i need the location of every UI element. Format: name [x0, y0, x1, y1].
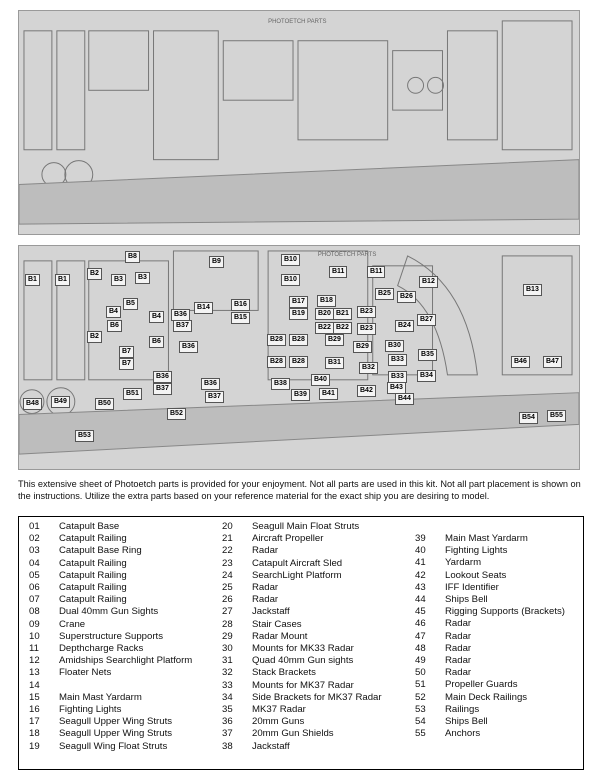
- legend-part-number: 31: [222, 655, 233, 667]
- part-label: B35: [418, 349, 437, 361]
- legend-part-description: Catapult Aircraft Sled: [252, 557, 343, 569]
- legend-part-description: Catapult Railing: [59, 582, 127, 593]
- part-label: B2: [87, 268, 102, 280]
- part-label: B43: [387, 382, 406, 394]
- legend-part-description: Rigging Supports (Brackets): [445, 606, 565, 618]
- part-label: B22: [315, 322, 334, 334]
- legend-part-description: Ships Bell: [445, 594, 488, 605]
- part-label: B2: [87, 331, 102, 343]
- legend-part-number: 37: [222, 728, 233, 740]
- legend-part-number: 16: [29, 704, 40, 715]
- legend-part-number: 42: [415, 569, 426, 581]
- legend-part-description: Side Brackets for MK37 Radar: [252, 691, 382, 703]
- legend-part-number: 08: [29, 606, 40, 618]
- legend-part-description: Superstructure Supports: [59, 630, 163, 642]
- legend-part-number: 30: [222, 643, 233, 654]
- part-label: B6: [107, 320, 122, 332]
- legend-part-number: 32: [222, 667, 233, 679]
- legend-part-number: 21: [222, 533, 233, 545]
- legend-part-description: IFF Identifier: [445, 581, 499, 593]
- legend-part-number: 14: [29, 679, 40, 691]
- legend-part-number: 01: [29, 521, 40, 532]
- legend-part-number: 11: [29, 643, 39, 654]
- legend-part-description: Radar: [445, 630, 472, 642]
- part-label: B32: [359, 362, 378, 374]
- part-label: B44: [395, 393, 414, 405]
- part-label: B37: [173, 320, 192, 332]
- legend-part-number: 34: [222, 691, 233, 703]
- legend-part-description: Stack Brackets: [252, 667, 316, 679]
- part-label: B28: [289, 334, 308, 346]
- part-label: B26: [397, 291, 416, 303]
- legend-part-description: 20mm Gun Shields: [252, 728, 334, 740]
- part-label: B20: [315, 308, 334, 320]
- part-label: B11: [329, 266, 347, 278]
- part-label: B37: [153, 383, 172, 395]
- part-label: B33: [388, 354, 407, 366]
- legend-part-number: 39: [415, 533, 426, 544]
- part-label: B47: [543, 356, 562, 368]
- part-label: B9: [209, 256, 224, 268]
- legend-part-number: 40: [415, 545, 426, 557]
- legend-part-description: Seagull Main Float Struts: [252, 521, 360, 532]
- part-label: B5: [123, 298, 138, 310]
- legend-part-number: 22: [222, 545, 233, 557]
- part-label: B12: [419, 276, 438, 288]
- legend-part-number: 13: [29, 667, 40, 679]
- part-label: B1: [25, 274, 40, 286]
- legend-part-number: 20: [222, 521, 233, 532]
- legend-part-description: Quad 40mm Gun sights: [252, 655, 354, 667]
- legend-part-description: Floater Nets: [59, 667, 112, 679]
- part-label: B29: [325, 334, 344, 346]
- part-label: B36: [179, 341, 198, 353]
- legend-part-number: 04: [29, 557, 40, 569]
- part-label: B29: [353, 341, 372, 353]
- legend-part-number: 09: [29, 618, 40, 630]
- part-label: B16: [231, 299, 250, 311]
- legend-part-number: 44: [415, 594, 426, 605]
- legend-part-number: 41: [415, 557, 426, 569]
- part-label: B4: [149, 311, 164, 323]
- legend-part-number: 07: [29, 594, 40, 606]
- photoetch-fret-photo-top: [18, 10, 580, 235]
- legend-part-description: Depthcharge Racks: [59, 643, 144, 654]
- part-label: B3: [111, 274, 126, 286]
- legend-part-description: Seagull Upper Wing Struts: [59, 728, 173, 740]
- part-label: B6: [149, 336, 164, 348]
- part-label: B28: [267, 334, 286, 346]
- part-label: B33: [388, 371, 407, 383]
- legend-part-number: 53: [415, 703, 426, 715]
- part-label: B36: [153, 371, 172, 383]
- part-label: B10: [281, 274, 300, 286]
- legend-part-number: 06: [29, 582, 40, 593]
- part-label: B30: [385, 340, 404, 352]
- legend-part-number: 28: [222, 618, 233, 630]
- part-label: B40: [311, 374, 330, 386]
- fret-illustration-top: [19, 11, 579, 234]
- part-label: B23: [357, 323, 376, 335]
- legend-part-description: Catapult Railing: [59, 569, 127, 581]
- fret-title-top: PHOTOETCH PARTS: [268, 18, 327, 25]
- legend-part-number: 55: [415, 728, 426, 740]
- legend-part-number: 12: [29, 655, 40, 667]
- legend-part-number: 19: [29, 740, 40, 752]
- legend-part-description: Catapult Base: [59, 521, 120, 532]
- fret-title-bottom: PHOTOETCH PARTS: [317, 251, 377, 258]
- part-label: B38: [271, 378, 290, 390]
- legend-part-description: Main Deck Railings: [445, 691, 528, 703]
- part-label: B25: [375, 288, 394, 300]
- part-label: B49: [51, 396, 70, 408]
- legend-part-description: Amidships Searchlight Platform: [59, 655, 193, 667]
- legend-part-description: Main Mast Yardarm: [445, 533, 528, 544]
- part-label: B52: [167, 408, 186, 420]
- part-label: B53: [75, 430, 94, 442]
- part-label: B4: [106, 306, 121, 318]
- legend-part-description: Anchors: [445, 728, 481, 740]
- part-label: B36: [201, 378, 220, 390]
- photoetch-fret-photo-bottom: [18, 245, 580, 470]
- part-label: B55: [547, 410, 566, 422]
- part-label: B8: [125, 251, 140, 263]
- legend-part-number: 15: [29, 691, 40, 703]
- legend-part-number: 48: [415, 642, 426, 654]
- part-label: B19: [289, 308, 308, 320]
- legend-part-description: Radar: [252, 582, 279, 593]
- legend-part-number: 05: [29, 569, 40, 581]
- legend-part-description: Radar: [252, 545, 279, 557]
- legend-part-description: Radar: [445, 655, 472, 666]
- legend-part-description: Ships Bell: [445, 716, 488, 727]
- part-label: B24: [395, 320, 414, 332]
- legend-part-description: Radar: [445, 642, 472, 654]
- part-label: B28: [289, 356, 308, 368]
- legend-part-number: 24: [222, 569, 233, 581]
- legend-part-number: 49: [415, 655, 426, 666]
- part-label: B10: [281, 254, 300, 266]
- legend-part-description: Lookout Seats: [445, 569, 507, 581]
- legend-part-description: Mounts for MK37 Radar: [252, 679, 354, 691]
- legend-part-number: 23: [222, 557, 233, 569]
- part-label: B37: [205, 391, 224, 403]
- legend-part-description: Fighting Lights: [59, 704, 122, 715]
- legend-part-number: 26: [222, 594, 233, 606]
- intro-paragraph: This extensive sheet of Photoetch parts is provided for your enjoyment. Not all parts are used in this kit. Not all part placement is shown on the instructions. Utilize the extra parts based on your reference material for the exact ship you are desiring to model.: [18, 479, 581, 501]
- part-label: B31: [325, 357, 344, 369]
- part-label: B15: [231, 312, 250, 324]
- part-label: B7: [119, 346, 134, 358]
- legend-part-description: Main Mast Yardarm: [59, 691, 142, 703]
- part-label: B34: [417, 370, 436, 382]
- legend-part-description: Jackstaff: [252, 606, 290, 618]
- part-label: B3: [135, 272, 150, 284]
- part-label: B18: [317, 295, 336, 307]
- legend-part-description: Radar: [252, 594, 279, 606]
- legend-part-number: 45: [415, 606, 426, 618]
- part-label: B48: [23, 398, 42, 410]
- legend-part-description: Seagull Upper Wing Struts: [59, 716, 173, 728]
- legend-part-description: MK37 Radar: [252, 704, 306, 715]
- legend-part-number: 43: [415, 581, 426, 593]
- legend-part-description: Stair Cases: [252, 618, 302, 630]
- legend-part-description: Radar: [445, 667, 472, 679]
- legend-part-description: Propeller Guards: [445, 679, 518, 691]
- legend-part-description: Catapult Base Ring: [59, 545, 142, 557]
- legend-part-number: 35: [222, 704, 233, 715]
- legend-part-description: Catapult Railing: [59, 594, 127, 606]
- legend-part-description: Mounts for MK33 Radar: [252, 643, 354, 654]
- legend-part-number: 54: [415, 716, 426, 727]
- legend-part-description: Seagull Wing Float Struts: [59, 740, 168, 752]
- part-label: B22: [333, 322, 352, 334]
- part-label: B39: [291, 389, 310, 401]
- legend-part-number: 03: [29, 545, 40, 557]
- part-label: B36: [171, 309, 190, 321]
- legend-part-description: Crane: [59, 618, 86, 630]
- part-label: B27: [417, 314, 436, 326]
- legend-part-description: Catapult Railing: [59, 533, 127, 545]
- legend-part-description: Radar: [445, 618, 472, 630]
- legend-part-description: Radar Mount: [252, 630, 308, 642]
- legend-part-number: 47: [415, 630, 426, 642]
- legend-part-description: Yardarm: [445, 557, 482, 569]
- legend-part-description: Railings: [445, 703, 480, 715]
- legend-part-number: 10: [29, 630, 40, 642]
- legend-part-number: 25: [222, 582, 233, 593]
- part-label: B28: [267, 356, 286, 368]
- part-label: B17: [289, 296, 308, 308]
- legend-part-description: 20mm Guns: [252, 716, 305, 728]
- legend-part-number: 52: [415, 691, 426, 703]
- legend-part-description: Fighting Lights: [445, 545, 508, 557]
- legend-part-number: 36: [222, 716, 233, 728]
- parts-legend: [18, 516, 584, 770]
- part-label: B7: [119, 358, 134, 370]
- legend-part-description: Jackstaff: [252, 740, 290, 752]
- part-label: B14: [194, 302, 213, 314]
- legend-part-number: 51: [415, 679, 426, 691]
- legend-part-number: 50: [415, 667, 426, 679]
- legend-part-number: 18: [29, 728, 40, 740]
- legend-part-description: Catapult Railing: [59, 557, 127, 569]
- part-label: B42: [357, 385, 376, 397]
- part-label: B1: [55, 274, 70, 286]
- legend-part-number: 29: [222, 630, 233, 642]
- part-label: B46: [511, 356, 530, 368]
- part-label: B51: [123, 388, 142, 400]
- part-label: B54: [519, 412, 538, 424]
- legend-part-description: Aircraft Propeller: [252, 533, 324, 545]
- part-label: B13: [523, 284, 542, 296]
- part-label: B41: [319, 388, 338, 400]
- legend-part-number: 33: [222, 679, 233, 691]
- legend-part-number: 02: [29, 533, 40, 545]
- part-label: B21: [333, 308, 352, 320]
- legend-part-number: 46: [415, 618, 426, 630]
- legend-part-number: 38: [222, 740, 233, 752]
- legend-part-number: 17: [29, 716, 40, 728]
- legend-part-number: 27: [222, 606, 233, 618]
- part-label: B50: [95, 398, 114, 410]
- legend-part-description: Dual 40mm Gun Sights: [59, 606, 159, 618]
- part-label: B23: [357, 306, 376, 318]
- legend-part-description: SearchLight Platform: [252, 569, 342, 581]
- part-label: B11: [367, 266, 385, 278]
